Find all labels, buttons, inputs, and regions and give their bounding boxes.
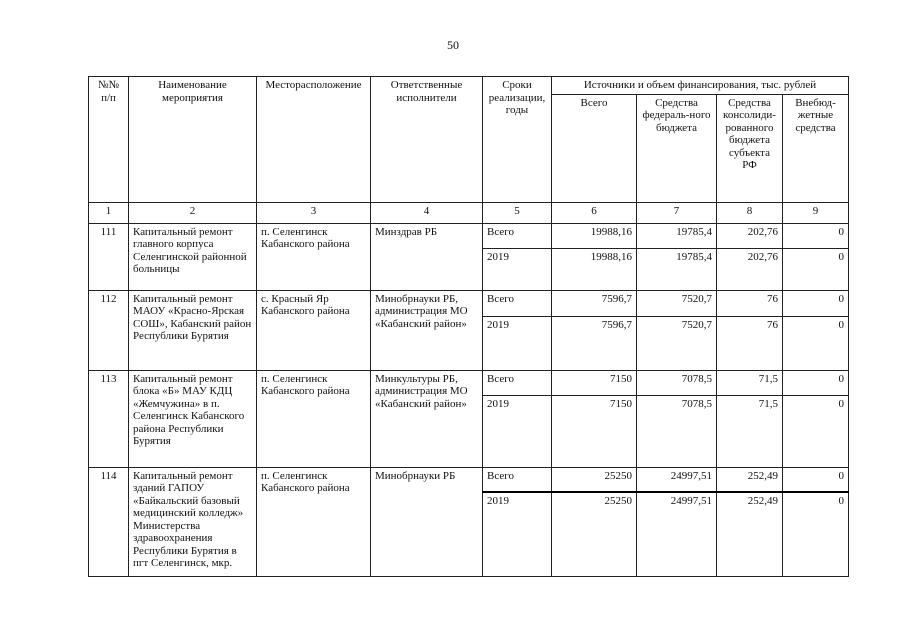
amount-extra: 0: [783, 223, 849, 248]
column-number: 7: [637, 202, 717, 223]
column-number: 4: [371, 202, 483, 223]
column-number: 9: [783, 202, 849, 223]
amount-regional: 71,5: [717, 370, 783, 395]
column-number: 1: [89, 202, 129, 223]
amount-total: 25250: [552, 467, 637, 492]
measure-name: Капитальный ремонт МАОУ «Красно-Ярская СОШ», Кабанский район Республики Бурятия: [129, 290, 257, 370]
header-name: Наименование мероприятия: [129, 77, 257, 203]
amount-total: 25250: [552, 492, 637, 576]
amount-extra: 0: [783, 316, 849, 370]
location: п. Селенгинск Кабанского района: [257, 467, 371, 576]
measure-name: Капитальный ремонт главного корпуса Селенгинской районной больницы: [129, 223, 257, 290]
amount-extra: 0: [783, 492, 849, 576]
row-number: 114: [89, 467, 129, 576]
period: 2019: [483, 316, 552, 370]
header-sources: Источники и объем финансирования, тыс. рублей: [552, 77, 849, 95]
table-row: [89, 290, 849, 316]
header-total: Всего: [552, 94, 637, 202]
amount-extra: 0: [783, 370, 849, 395]
period: 2019: [483, 248, 552, 290]
amount-total: 7150: [552, 395, 637, 467]
amount-total: 7596,7: [552, 316, 637, 370]
header-federal: Средства федераль-ного бюджета: [637, 94, 717, 202]
row-number: 113: [89, 370, 129, 467]
period: Всего: [483, 370, 552, 395]
location: п. Селенгинск Кабанского района: [257, 370, 371, 467]
amount-regional: 252,49: [717, 492, 783, 576]
header-extra: Внебюд-жетные средства: [783, 94, 849, 202]
amount-extra: 0: [783, 395, 849, 467]
amount-regional: 76: [717, 316, 783, 370]
period: Всего: [483, 290, 552, 316]
period: Всего: [483, 223, 552, 248]
measure-name: Капитальный ремонт зданий ГАПОУ «Байкальский базовый медицинский колледж» Министерства здравоохранения Республики Бурятия в пгт Селенгинск, мкр.: [129, 467, 257, 576]
column-number-row: [89, 202, 849, 223]
amount-extra: 0: [783, 290, 849, 316]
amount-regional: 76: [717, 290, 783, 316]
amount-regional: 252,49: [717, 467, 783, 492]
location: с. Красный Яр Кабанского района: [257, 290, 371, 370]
amount-total: 7596,7: [552, 290, 637, 316]
amount-federal: 19785,4: [637, 223, 717, 248]
responsible: Минкультуры РБ, администрация МО «Кабанский район»: [371, 370, 483, 467]
table-row: [89, 370, 849, 395]
column-number: 2: [129, 202, 257, 223]
amount-total: 7150: [552, 370, 637, 395]
header-location: Месторасположение: [257, 77, 371, 203]
column-number: 3: [257, 202, 371, 223]
amount-federal: 7078,5: [637, 395, 717, 467]
financing-table: [88, 76, 849, 577]
amount-regional: 71,5: [717, 395, 783, 467]
header-regional: Средства консолиди-рованного бюджета субъекта РФ: [717, 94, 783, 202]
amount-total: 19988,16: [552, 248, 637, 290]
column-number: 8: [717, 202, 783, 223]
amount-regional: 202,76: [717, 223, 783, 248]
amount-federal: 7520,7: [637, 290, 717, 316]
responsible: Минобрнауки РБ, администрация МО «Кабанский район»: [371, 290, 483, 370]
page-number: 50: [447, 38, 459, 52]
table-row: [89, 467, 849, 492]
header-responsible: Ответственные исполнители: [371, 77, 483, 203]
period: 2019: [483, 395, 552, 467]
amount-federal: 24997,51: [637, 467, 717, 492]
column-number: 5: [483, 202, 552, 223]
header-num: №№ п/п: [89, 77, 129, 203]
table-row: [89, 223, 849, 248]
period: 2019: [483, 492, 552, 576]
amount-extra: 0: [783, 467, 849, 492]
row-number: 112: [89, 290, 129, 370]
amount-federal: 24997,51: [637, 492, 717, 576]
amount-regional: 202,76: [717, 248, 783, 290]
location: п. Селенгинск Кабанского района: [257, 223, 371, 290]
amount-extra: 0: [783, 248, 849, 290]
period: Всего: [483, 467, 552, 492]
measure-name: Капитальный ремонт блока «Б» МАУ КДЦ «Жемчужина» в п. Селенгинск Кабанского района Республики Бурятия: [129, 370, 257, 467]
amount-federal: 19785,4: [637, 248, 717, 290]
table-header: [89, 77, 849, 224]
amount-total: 19988,16: [552, 223, 637, 248]
row-number: 111: [89, 223, 129, 290]
responsible: Минздрав РБ: [371, 223, 483, 290]
amount-federal: 7520,7: [637, 316, 717, 370]
responsible: Минобрнауки РБ: [371, 467, 483, 576]
header-terms: Сроки реализации, годы: [483, 77, 552, 203]
column-number: 6: [552, 202, 637, 223]
amount-federal: 7078,5: [637, 370, 717, 395]
table-body: [89, 223, 849, 576]
